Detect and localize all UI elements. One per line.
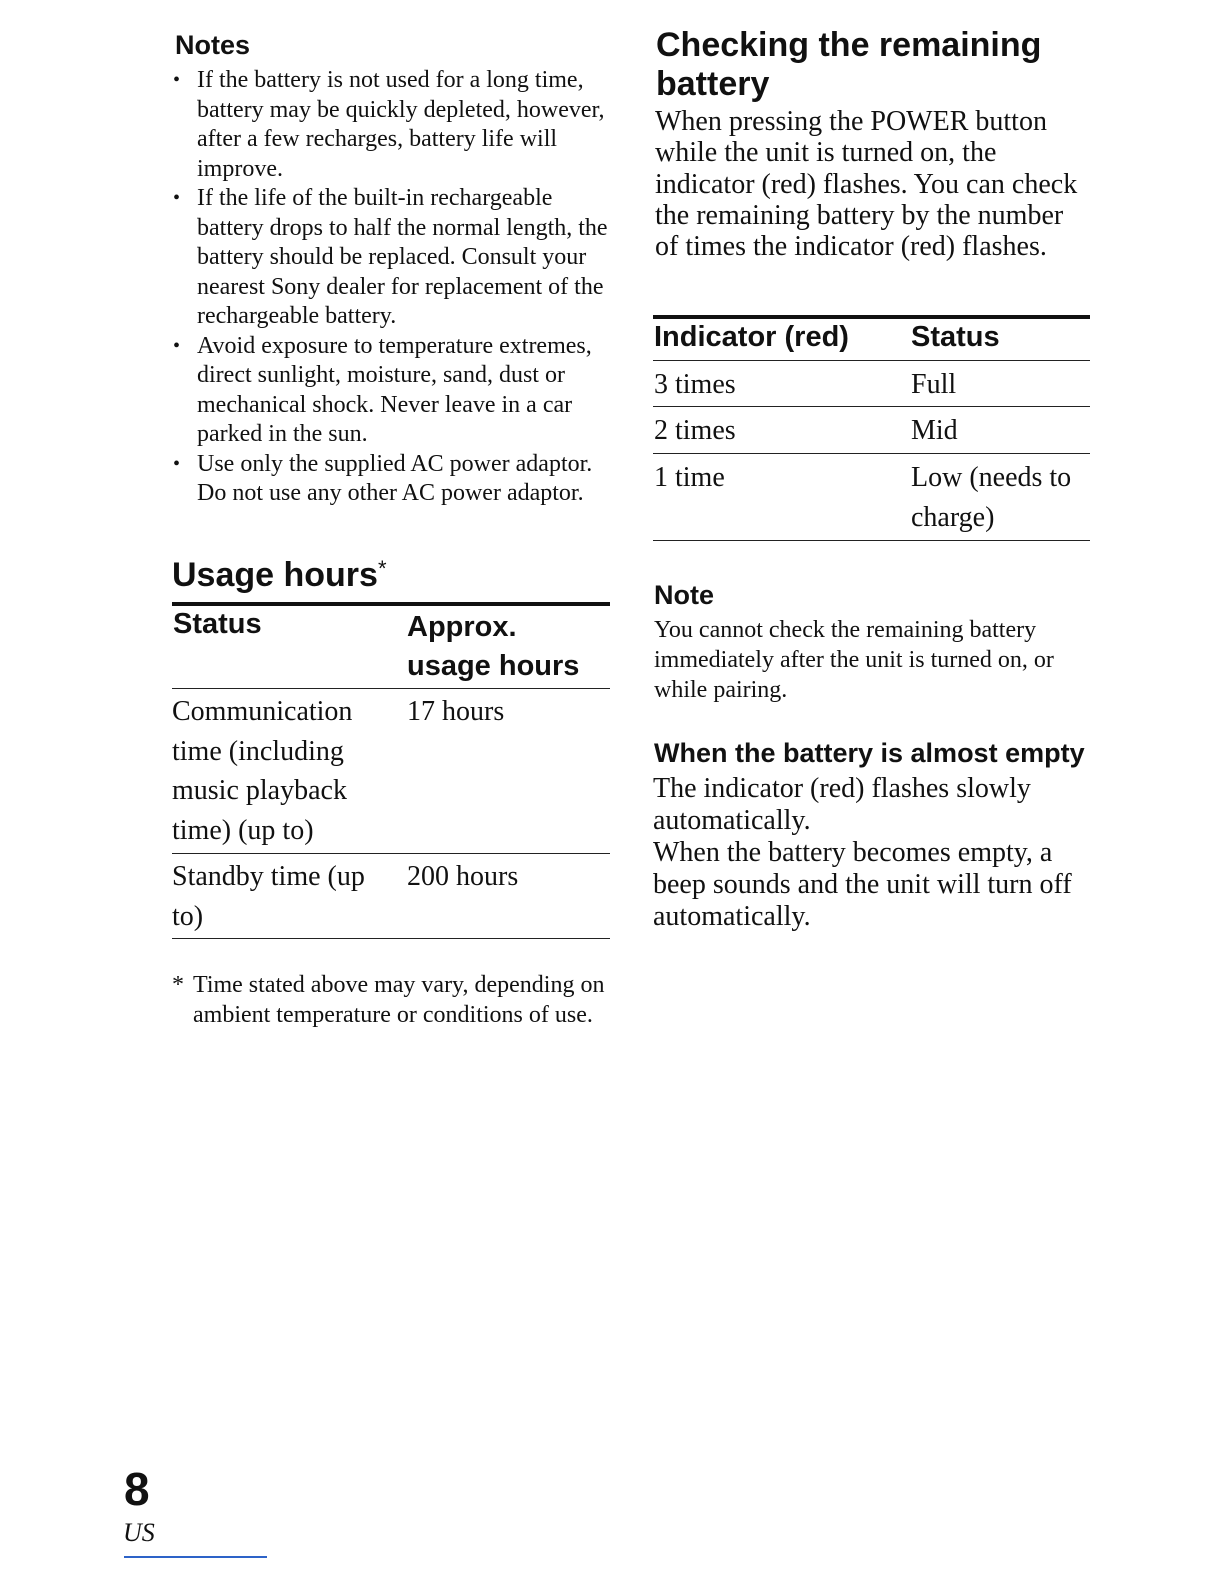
usage-table-top-rule: [172, 602, 610, 606]
checking-battery-body: When pressing the POWER button while the unit is turned on, the indicator (red) flashes. You can check the remaining battery by the number of times the indicator (red) flashes.: [655, 106, 1078, 263]
usage-row-status: Standby time (up to): [172, 861, 365, 932]
footnote-text: Time stated above may vary, depending on ambient temperature or conditions of use.: [193, 972, 605, 1028]
indicator-row-count: 1 time: [654, 462, 725, 493]
usage-table-header-rule: [172, 688, 610, 689]
indicator-row-status: Mid: [911, 415, 958, 446]
usage-col-hours-header: Approx. usage hours: [407, 611, 580, 682]
footer-rule: [124, 1556, 267, 1558]
indicator-table-row-rule: [653, 406, 1090, 407]
usage-row-hours: 200 hours: [407, 861, 519, 892]
checking-battery-heading: Checking the remaining battery: [656, 26, 1042, 103]
notes-item-text: Avoid exposure to temperature extremes, direct sunlight, moisture, sand, dust or mechanical shock. Never leave in a car parked in the sun.: [197, 332, 592, 447]
status-col-header: Status: [911, 321, 1000, 353]
notes-item-text: If the life of the built-in rechargeable battery drops to half the normal length, the battery should be replaced. Consult your nearest Sony dealer for replacement of the rechargeable battery.: [197, 185, 608, 329]
note-body: You cannot check the remaining battery immediately after the unit is turned on, or while pairing.: [654, 617, 1054, 703]
usage-row-status: Communication time (including music playback time) (up to): [172, 696, 353, 846]
usage-hours-asterisk: *: [377, 556, 387, 581]
almost-empty-line: When the battery becomes empty, a beep sounds and the unit will turn off automatically.: [653, 837, 1072, 932]
indicator-table-row-rule: [653, 453, 1090, 454]
notes-item-text: Use only the supplied AC power adaptor. Do not use any other AC power adaptor.: [197, 450, 593, 506]
usage-table-bottom-rule: [172, 938, 610, 939]
footnote-asterisk: *: [172, 972, 184, 998]
indicator-table-top-rule: [653, 315, 1090, 319]
notes-item: [172, 184, 612, 332]
page-region-code: US: [123, 1518, 155, 1547]
notes-item-text: If the battery is not used for a long time, battery may be quickly depleted, however, after a few recharges, battery life will improve.: [197, 67, 605, 182]
usage-col-status-header: Status: [173, 608, 262, 640]
notes-item: [172, 450, 612, 509]
indicator-row-count: 3 times: [654, 369, 736, 400]
usage-hours-title: Usage hours: [172, 556, 378, 594]
notes-heading: Notes: [175, 30, 251, 60]
almost-empty-body: [653, 773, 1089, 933]
bullet-icon: •: [173, 334, 181, 357]
indicator-table-header-rule: [653, 360, 1090, 361]
usage-table-row-rule: [172, 853, 610, 854]
indicator-row-status: Low (needs to charge): [911, 462, 1072, 533]
almost-empty-line: The indicator (red) flashes slowly automatically.: [653, 773, 1031, 836]
usage-row-hours: 17 hours: [407, 696, 505, 727]
bullet-icon: •: [173, 187, 181, 209]
almost-empty-heading: When the battery is almost empty: [654, 738, 1085, 768]
note-heading: Note: [654, 580, 714, 610]
indicator-row-status: Full: [911, 369, 957, 400]
usage-hours-heading: [172, 556, 387, 595]
bullet-icon: •: [173, 452, 181, 475]
notes-list: [172, 66, 612, 509]
indicator-table-bottom-rule: [653, 540, 1090, 541]
notes-item: [172, 66, 612, 184]
usage-footnote: [172, 970, 612, 1030]
indicator-col-header: Indicator (red): [654, 321, 849, 353]
notes-item: [172, 332, 612, 450]
page-number: 8: [124, 1463, 150, 1515]
indicator-row-count: 2 times: [654, 415, 736, 446]
bullet-icon: •: [173, 69, 181, 91]
